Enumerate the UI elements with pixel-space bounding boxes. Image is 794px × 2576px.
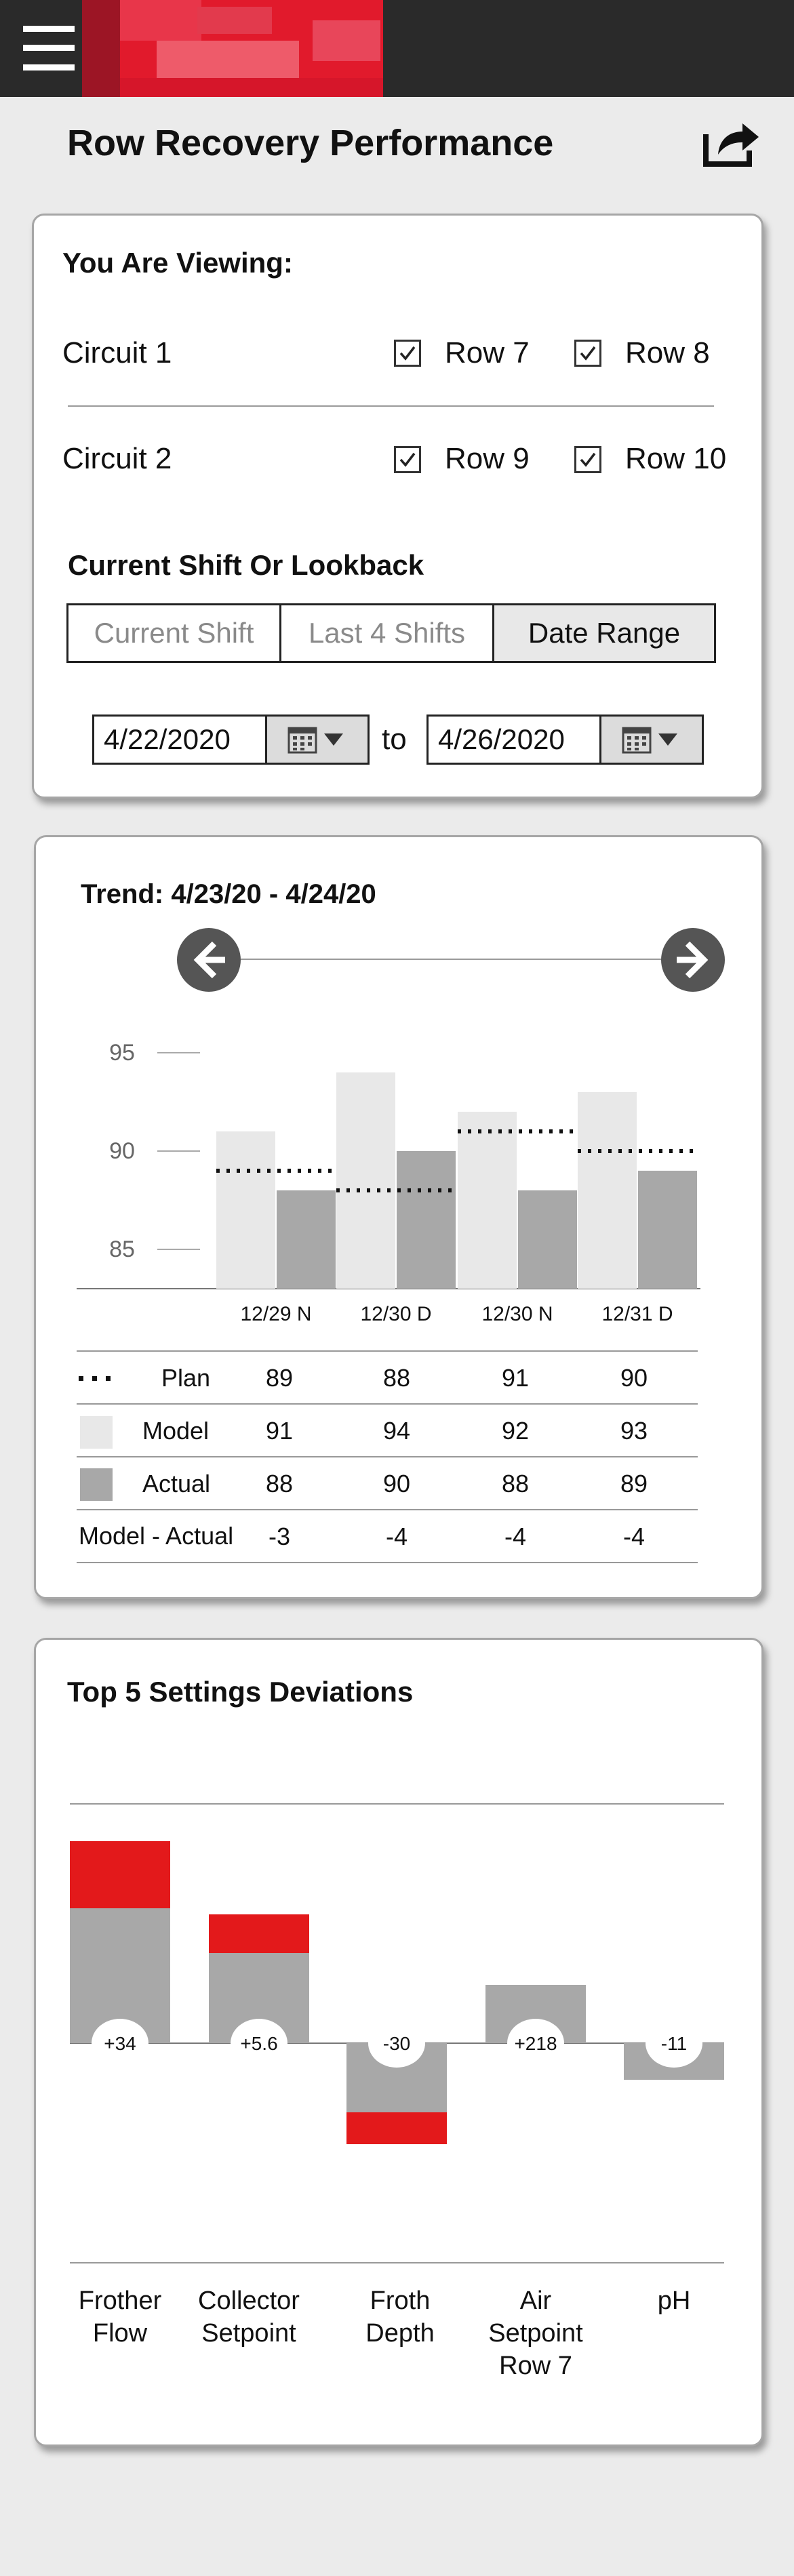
x-tick-label: 12/30 D <box>360 1303 432 1325</box>
plan-value: 89 <box>265 1364 294 1392</box>
y-tick-label: 90 <box>109 1138 135 1164</box>
actual-value: 89 <box>620 1470 648 1497</box>
deviation-highlight <box>209 1914 309 1953</box>
viewing-heading: You Are Viewing: <box>62 247 293 279</box>
plan-value: 90 <box>620 1364 648 1392</box>
tab-last-4-shifts[interactable]: Last 4 Shifts <box>281 605 494 661</box>
row-9-label: Row 9 <box>445 442 530 475</box>
plan-value: 88 <box>382 1364 411 1392</box>
deviation-category-label: Frother Flow <box>78 2287 162 2348</box>
plan-value: 91 <box>501 1364 530 1392</box>
page-title: Row Recovery Performance <box>67 123 554 163</box>
x-tick-label: 12/30 N <box>481 1303 553 1325</box>
deviation-highlight <box>346 2112 447 2144</box>
actual-value: 88 <box>265 1470 294 1497</box>
diff-value: -3 <box>268 1523 290 1550</box>
diff-value: -4 <box>504 1523 526 1550</box>
deviation-category-label: Air Setpoint Row 7 <box>488 2287 583 2380</box>
actual-value: 90 <box>382 1470 411 1497</box>
row-8-label: Row 8 <box>625 336 710 369</box>
x-tick-label: 12/31 D <box>601 1303 673 1325</box>
actual-row-label: Actual <box>142 1470 211 1497</box>
tab-current-shift[interactable]: Current Shift <box>68 605 281 661</box>
y-tick-label: 85 <box>109 1236 135 1262</box>
circuit-1-label: Circuit 1 <box>62 336 172 369</box>
deviation-category-label: Collector Setpoint <box>198 2287 300 2348</box>
row-7-label: Row 7 <box>445 336 530 369</box>
x-tick-label: 12/29 N <box>240 1303 312 1325</box>
deviation-value-label: +34 <box>104 2033 136 2054</box>
plan-row-label: Plan <box>161 1364 211 1392</box>
start-date-value[interactable]: 4/22/2020 <box>104 723 231 755</box>
model-value: 94 <box>382 1417 411 1445</box>
circuit-2-label: Circuit 2 <box>62 442 172 475</box>
actual-value: 88 <box>501 1470 530 1497</box>
deviations-title: Top 5 Settings Deviations <box>67 1676 414 1708</box>
tab-date-range[interactable]: Date Range <box>494 605 714 661</box>
diff-value: -4 <box>622 1523 645 1550</box>
deviation-value-label: -30 <box>382 2033 411 2054</box>
deviation-value-label: +218 <box>514 2033 557 2054</box>
deviation-category-label: Froth Depth <box>365 2287 435 2348</box>
model-value: 93 <box>620 1417 648 1445</box>
model-value: 91 <box>265 1417 294 1445</box>
diff-row-label: Model - Actual <box>79 1522 234 1550</box>
to-label: to <box>382 723 407 756</box>
row-10-label: Row 10 <box>625 442 727 475</box>
diff-value: -4 <box>385 1523 408 1550</box>
model-row-label: Model <box>142 1417 210 1445</box>
deviation-value-label: +5.6 <box>240 2033 278 2054</box>
end-date-value[interactable]: 4/26/2020 <box>438 723 565 755</box>
deviation-highlight <box>70 1841 170 1908</box>
model-value: 92 <box>501 1417 530 1445</box>
shift-heading: Current Shift Or Lookback <box>68 549 424 581</box>
deviation-category-label: pH <box>657 2287 691 2315</box>
deviation-value-label: -11 <box>660 2033 688 2054</box>
y-tick-label: 95 <box>109 1040 135 1066</box>
trend-title: Trend: 4/23/20 - 4/24/20 <box>81 879 376 909</box>
